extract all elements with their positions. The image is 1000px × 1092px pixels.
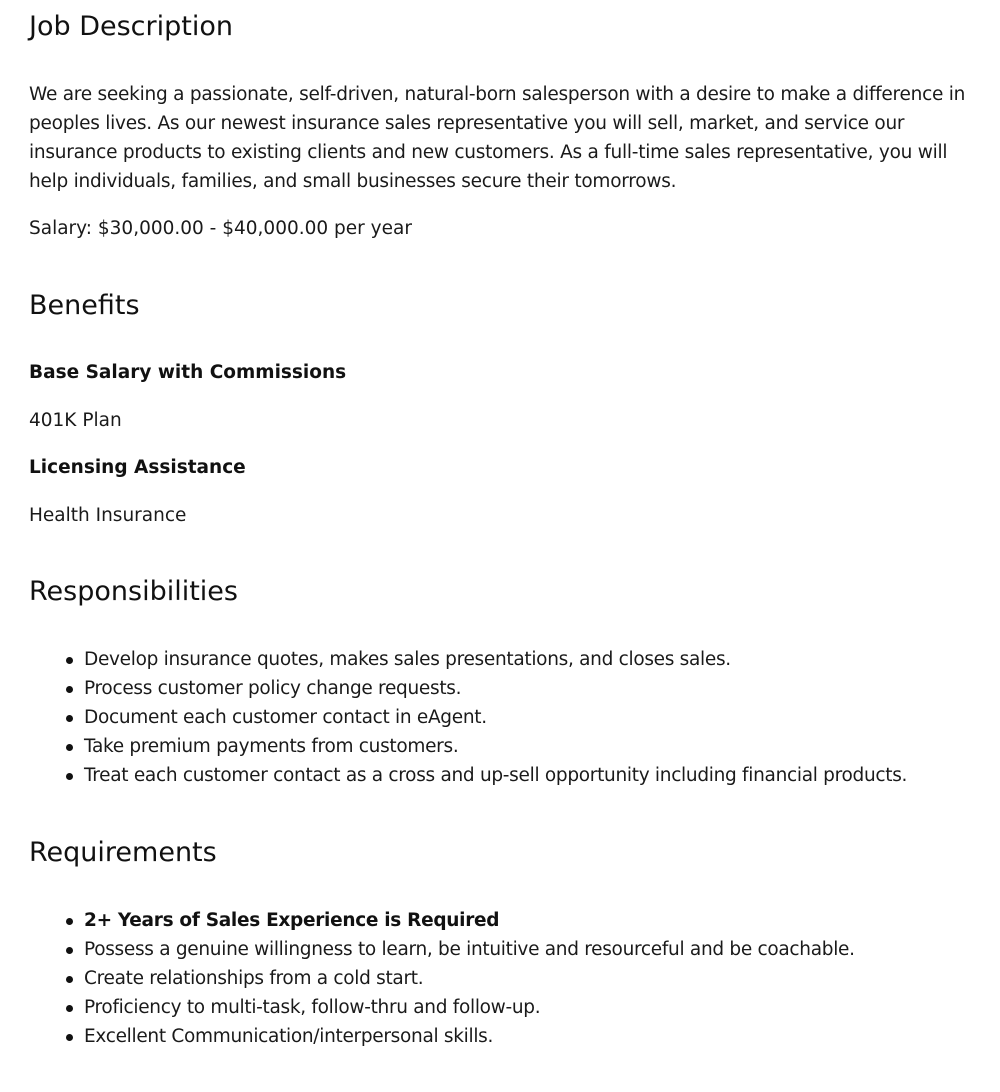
bullet-icon [66, 657, 73, 664]
bullet-icon [66, 947, 73, 954]
responsibility-item [29, 732, 989, 761]
responsibility-item [29, 703, 989, 732]
requirement-item [29, 1022, 989, 1051]
salary-text: Salary: $30,000.00 - $40,000.00 per year [29, 218, 412, 239]
requirement-text: Possess a genuine willingness to learn, be intuitive and resourceful and be coachable. [84, 939, 855, 960]
benefits-heading: Benefits [29, 290, 140, 321]
bullet-icon [66, 918, 73, 925]
responsibility-text: Take premium payments from customers. [84, 736, 459, 757]
requirement-text: Excellent Communication/interpersonal skills. [84, 1026, 494, 1047]
requirement-item [29, 906, 989, 935]
requirement-text: 2+ Years of Sales Experience is Required [84, 910, 500, 931]
requirement-item [29, 993, 989, 1022]
benefit-item: Health Insurance [29, 505, 187, 526]
benefit-item: Base Salary with Commissions [29, 362, 347, 383]
requirement-item [29, 964, 989, 993]
responsibility-item [29, 761, 989, 790]
benefit-item: Licensing Assistance [29, 457, 246, 478]
responsibility-text: Develop insurance quotes, makes sales presentations, and closes sales. [84, 649, 731, 670]
responsibilities-list [29, 645, 989, 790]
bullet-icon [66, 715, 73, 722]
responsibility-item [29, 645, 989, 674]
job-description-text: We are seeking a passionate, self-driven, natural-born salesperson with a desire to make a difference in peoples lives. As our newest insurance sales representative you will sell, market, and service our insurance products to existing clients and new customers. As a full-time sales representative, you will help individuals, families, and small businesses secure their tomorrows. [29, 84, 966, 192]
bullet-icon [66, 773, 73, 780]
responsibility-text: Process customer policy change requests. [84, 678, 462, 699]
requirements-list [29, 906, 989, 1051]
responsibility-text: Document each customer contact in eAgent. [84, 707, 487, 728]
requirement-item [29, 935, 989, 964]
bullet-icon [66, 686, 73, 693]
responsibility-item [29, 674, 989, 703]
job-description-heading: Job Description [29, 11, 233, 42]
requirement-text: Proficiency to multi-task, follow-thru and follow-up. [84, 997, 541, 1018]
responsibilities-heading: Responsibilities [29, 576, 238, 607]
bullet-icon [66, 976, 73, 983]
benefit-item: 401K Plan [29, 410, 122, 431]
bullet-icon [66, 744, 73, 751]
bullet-icon [66, 1005, 73, 1012]
responsibility-text: Treat each customer contact as a cross and up-sell opportunity including financial products. [84, 765, 908, 786]
requirement-text: Create relationships from a cold start. [84, 968, 424, 989]
bullet-icon [66, 1034, 73, 1041]
requirements-heading: Requirements [29, 837, 217, 868]
